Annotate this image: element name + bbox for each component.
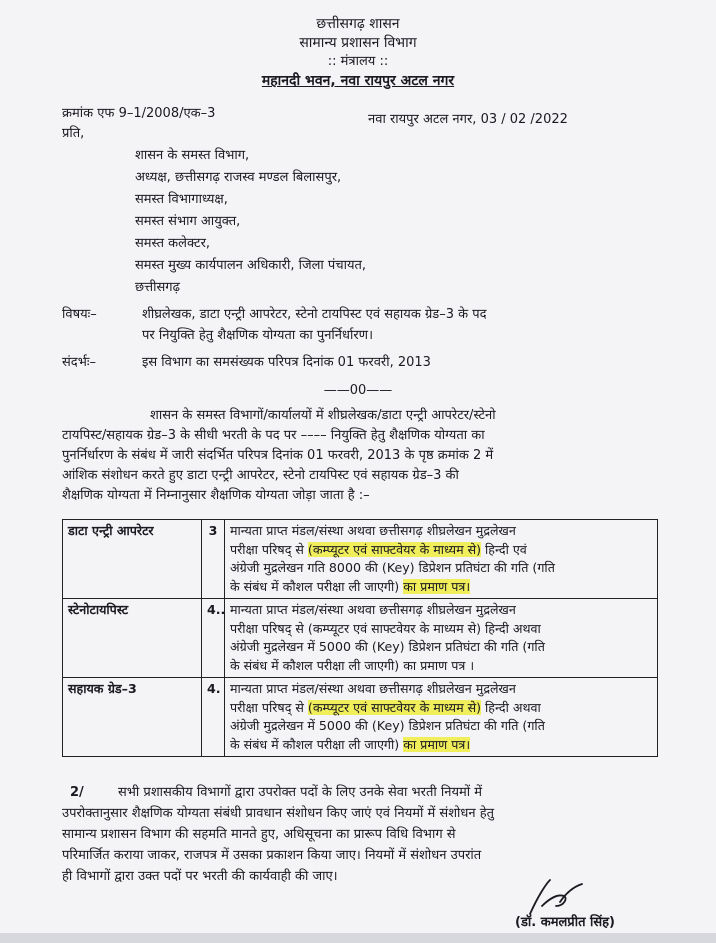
desc-line: [230, 522, 652, 541]
para1-line: टायपिस्ट/सहायक ग्रेड–3 के सीधी भरती के पद पर –––– नियुक्ति हेतु शैक्षणिक योग्यता का: [62, 428, 485, 443]
para1-line: शासन के समस्त विभागों/कार्यालयों में शीघ्रलेखक/डाटा एन्ट्री आपरेटर/स्टेनो: [150, 408, 496, 423]
row-number: 4.: [202, 678, 225, 757]
subject-line: शीघ्रलेखक, डाटा एन्ट्री आपरेटर, स्टेनो टायपिस्ट एवं सहायक ग्रेड–3 के पद: [142, 307, 487, 322]
reference-label: संदर्भः–: [62, 355, 96, 370]
table-row: [63, 599, 658, 678]
desc-line: [230, 657, 652, 676]
place-label: नवा रायपुर अटल नगर,: [368, 112, 477, 127]
paper-edge: [0, 933, 716, 943]
header-address: महानदी भवन, नवा रायपुर अटल नगर: [261, 73, 455, 89]
recipient-line: छत्तीसगढ़: [135, 280, 180, 295]
desc-text: परीक्षा परिषद् से: [230, 699, 308, 715]
para2-number: 2/: [70, 785, 84, 800]
desc-text: के संबंध में कौशल परीक्षा ली जाएगी): [230, 736, 404, 752]
post-name: स्टेनोटायपिस्ट: [63, 599, 202, 678]
desc-text: मान्यता प्राप्त मंडल/संस्था अथवा छत्तीसगढ़ शीघ्रलेखन मुद्रलेखन: [230, 523, 516, 538]
reference-text: इस विभाग का समसंख्यक परिपत्र दिनांक 01 फरवरी, 2013: [142, 355, 431, 370]
subject-label: विषयः–: [62, 307, 97, 322]
desc-text: मान्यता प्राप्त मंडल/संस्था अथवा छत्तीसगढ़ शीघ्रलेखन मुद्रलेखन: [230, 681, 516, 696]
desc-text: हिन्दी एवं: [481, 541, 527, 557]
desc-text: के संबंध में कौशल परीक्षा ली जाएगी): [230, 578, 404, 594]
desc-text: हिन्दी अथवा: [481, 699, 541, 715]
para2-line: उपरोक्तानुसार शैक्षणिक योग्यता संबंधी प्रावधान संशोधन किए जाएं एवं नियमों में संशोधन हेतु: [62, 806, 495, 821]
table-row: [63, 520, 658, 599]
qualification-text: [225, 599, 658, 678]
para2-line: परिमार्जित कराया जाकर, राजपत्र में उसका प्रकाशन किया जाए। नियमों में संशोधन उपरांत: [62, 848, 482, 863]
desc-line: [230, 736, 652, 755]
desc-text: मान्यता प्राप्त मंडल/संस्था अथवा छत्तीसगढ़ शीघ्रलेखन मुद्रलेखन: [230, 602, 516, 617]
qualification-table: [62, 519, 658, 757]
desc-text: अंग्रेजी मुद्रलेखन गति 8000 की (Key) डिप्रेशन प्रतिघंटा की गति (गति: [230, 560, 555, 575]
desc-line: [230, 601, 652, 620]
highlighted-text: का प्रमाण पत्र।: [403, 736, 471, 752]
desc-line: [230, 638, 652, 657]
place-date-label: [368, 112, 568, 128]
post-name: डाटा एन्ट्री आपरेटर: [63, 520, 202, 599]
desc-text: अंग्रेजी मुद्रलेखन में 5000 की (Key) डिप्रेशन प्रतिघंटा की गति (गति: [230, 718, 545, 733]
desc-text: के संबंध में कौशल परीक्षा ली जाएगी) का प्रमाण पत्र ।: [230, 657, 475, 673]
desc-text: अंग्रेजी मुद्रलेखन में 5000 की (Key) डिप्रेशन प्रतिघंटा की गति (गति: [230, 639, 545, 654]
signatory-name: (डॉ. कमलप्रीत सिंह): [515, 915, 615, 930]
para2-line: ही विभागों द्वारा उक्त पदों पर भरती की कार्यवाही की जाए।: [62, 869, 338, 884]
recipient-line: समस्त संभाग आयुक्त,: [135, 214, 241, 229]
desc-text: परीक्षा परिषद् से: [230, 541, 308, 557]
highlighted-text: का प्रमाण पत्र।: [403, 578, 471, 594]
recipient-line: समस्त कलेक्टर,: [135, 236, 211, 251]
recipient-line: समस्त मुख्य कार्यपालन अधिकारी, जिला पंचायत,: [135, 258, 367, 273]
post-name: सहायक ग्रेड–3: [63, 678, 202, 757]
to-label: प्रति,: [62, 126, 85, 141]
para1-line: पुनर्निर्धारण के संबंध में जारी संदर्भित परिपत्र दिनांक 01 फरवरी, 2013 के पृष्ठ क्रमांक 2 में: [62, 448, 494, 463]
highlighted-text: (कम्प्यूटर एवं साफ्टवेयर के माध्यम से): [307, 541, 482, 557]
desc-line: [230, 699, 652, 718]
para2-line: सामान्य प्रशासन विभाग की सहमति मानते हुए, अधिसूचना का प्रारूप विधि विभाग से: [62, 827, 456, 842]
table-row: [63, 678, 658, 757]
desc-line: [230, 717, 652, 736]
desc-line: [230, 559, 652, 578]
desc-line: [230, 620, 652, 639]
desc-line: [230, 541, 652, 560]
recipient-line: अध्यक्ष, छत्तीसगढ़ राजस्व मण्डल बिलासपुर,: [135, 170, 342, 185]
header-secretariat: :: मंत्रालय ::: [327, 54, 389, 69]
desc-line: [230, 680, 652, 699]
qualification-text: [225, 678, 658, 757]
recipient-line: शासन के समस्त विभाग,: [135, 148, 250, 163]
row-number: 4..: [202, 599, 225, 678]
desc-line: [230, 578, 652, 597]
header-state: छत्तीसगढ़ शासन: [316, 16, 400, 32]
letter-date: 03 / 02 /2022: [480, 112, 568, 127]
para1-line: शैक्षणिक योग्यता में निम्नानुसार शैक्षणिक योग्यता जोड़ा जाता है :–: [62, 488, 370, 503]
para1-line: आंशिक संशोधन करते हुए डाटा एन्ट्री आपरेटर, स्टेनो टायपिस्ट एवं सहायक ग्रेड–3 की: [62, 468, 459, 483]
row-number: 3: [202, 520, 225, 599]
reference-number: क्रमांक एफ 9–1/2008/एक–3: [62, 106, 216, 121]
header-department: सामान्य प्रशासन विभाग: [299, 35, 417, 51]
desc-text: परीक्षा परिषद् से (कम्प्यूटर एवं साफ्टवेयर के माध्यम से) हिन्दी अथवा: [230, 620, 541, 636]
recipient-line: समस्त विभागाध्यक्ष,: [135, 192, 228, 207]
separator: ——00——: [323, 383, 393, 398]
para2-line: सभी प्रशासकीय विभागों द्वारा उपरोक्त पदों के लिए उनके सेवा भरती नियमों में: [118, 785, 483, 800]
subject-line: पर नियुक्ति हेतु शैक्षणिक योग्यता का पुनर्निर्धारण।: [142, 328, 374, 343]
highlighted-text: (कम्प्यूटर एवं साफ्टवेयर के माध्यम से): [307, 699, 482, 715]
qualification-text: [225, 520, 658, 599]
